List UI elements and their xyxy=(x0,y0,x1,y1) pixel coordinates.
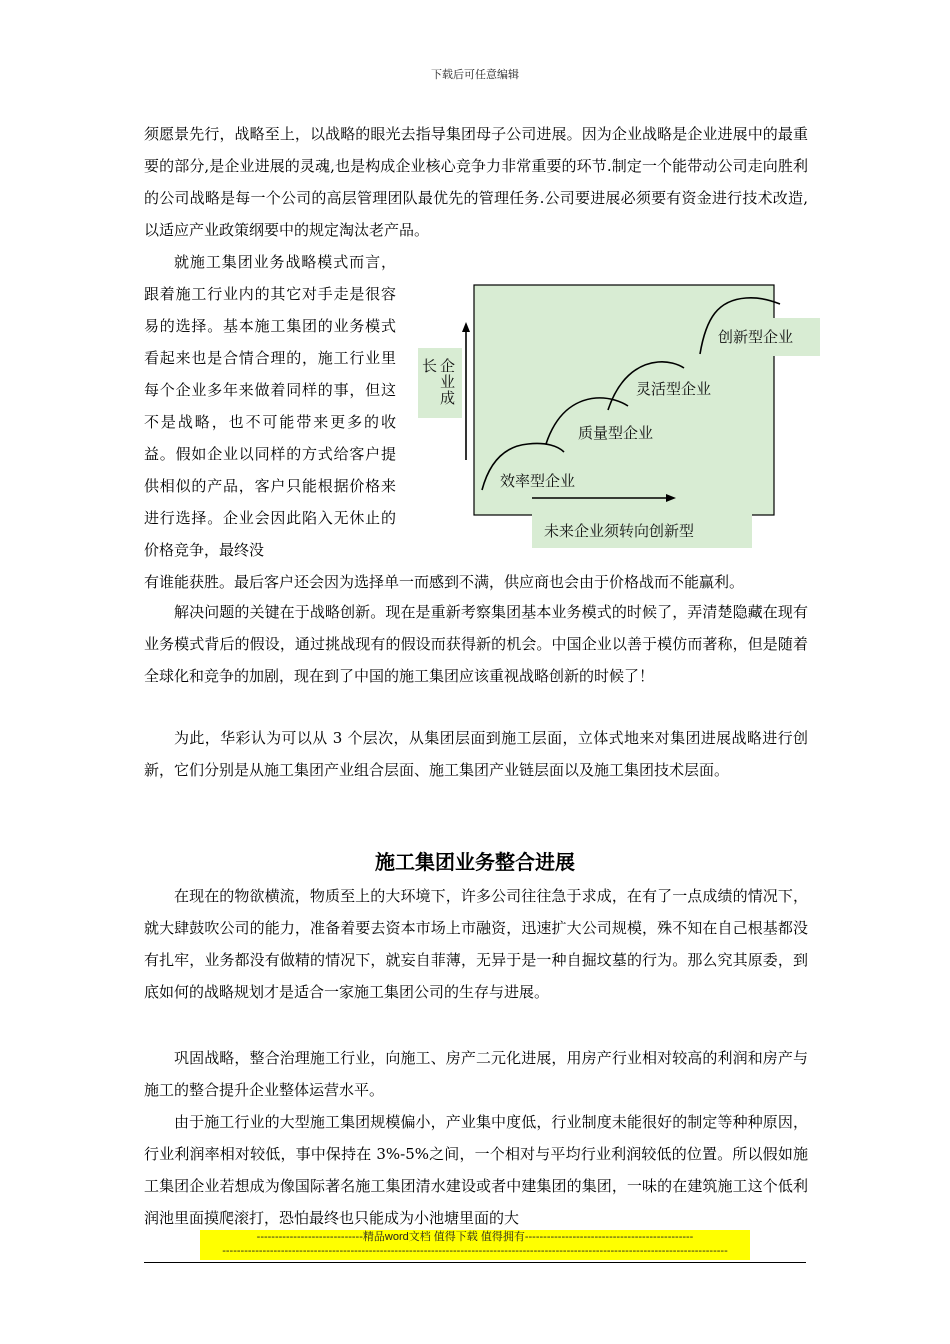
header-note: 下载后可任意编辑 xyxy=(431,68,519,81)
growth-stage-diagram xyxy=(418,284,822,550)
y-axis-label-1: 长 xyxy=(422,357,438,375)
paragraph-2-continued: 有谁能获胜。最后客户还会因为选择单一而感到不满，供应商也会由于价格战而不能赢利。 xyxy=(144,573,745,591)
section-heading: 施工集团业务整合进展 xyxy=(375,850,575,874)
stage-1-label: 效率型企业 xyxy=(500,472,576,490)
stage-2-label: 质量型企业 xyxy=(578,424,654,442)
footer-banner-line-2: ------------------------------------------------------------------------------------------------------------------------------------------ xyxy=(222,1245,728,1257)
paragraph-5: 在现在的物欲横流，物质至上的大环境下，许多公司往往急于求成，在有了一点成绩的情况下，就大肆鼓吹公司的能力，准备着要去资本市场上市融资，迅速扩大公司规模，殊不知在自己根基都没有扎牢，业务都没有做精的情况下，就妄自菲薄，无异于是一种自掘坟墓的行为。那么究其原委，到底如何的战略规划才是适合一家施工集团公司的生存与进展。 xyxy=(144,887,808,1001)
footer-banner-line-1: -----------------------------精品word文档 值得下载 值得拥有---------------------------------------------- xyxy=(256,1231,694,1243)
footer-divider xyxy=(144,1262,806,1263)
paragraph-2-narrow: 就施工集团业务战略模式而言，跟着施工行业内的其它对手走是很容易的选择。基本施工集团的业务模式看起来也是合情合理的，施工行业里每个企业多年来做着同样的事，但这不是战略，也不可能带来更多的收益。假如企业以同样的方式给客户提供相似的产品，客户只能根据价格来进行选择。企业会因此陷入无休止的价格竞争，最终没 xyxy=(144,253,396,559)
stage-3-label: 灵活型企业 xyxy=(636,380,712,398)
paragraph-7: 由于施工行业的大型施工集团规模偏小，产业集中度低，行业制度未能很好的制定等种种原因，行业利润率相对较低，事中保持在 3%-5%之间，一个相对与平均行业利润较低的位置。所以假如施工集团企业若想成为像国际著名施工集团清水建设或者中建集团的集团，一味的在建筑施工这个低利润池里面摸爬滚打，恐怕最终也只能成为小池塘里面的大 xyxy=(144,1113,808,1227)
paragraph-3: 解决问题的关键在于战略创新。现在是重新考察集团基本业务模式的时候了，弄清楚隐藏在现有业务模式背后的假设，通过挑战现有的假设而获得新的机会。中国企业以善于模仿而著称，但是随着全球化和竞争的加剧，现在到了中国的施工集团应该重视战略创新的时候了！ xyxy=(144,603,808,685)
paragraph-6: 巩固战略，整合治理施工行业，向施工、房产二元化进展，用房产行业相对较高的利润和房产与施工的整合提升企业整体运营水平。 xyxy=(144,1049,808,1099)
footer-banner xyxy=(200,1230,750,1260)
y-arrow-head xyxy=(462,322,470,332)
stage-4-label: 创新型企业 xyxy=(718,328,794,346)
paragraph-4: 为此，华彩认为可以从 3 个层次，从集团层面到施工层面，立体式地来对集团进展战略进行创新，它们分别是从施工集团产业组合层面、施工集团产业链层面以及施工集团技术层面。 xyxy=(144,729,808,779)
paragraph-1: 须愿景先行，战略至上，以战略的眼光去指导集团母子公司进展。因为企业战略是企业进展中的最重要的部分,是企业进展的灵魂,也是构成企业核心竞争力非常重要的环节.制定一个能带动公司走向胜利的公司战略是每一个公司的高层管理团队最优先的管理任务.公司要进展必须要有资金进行技术改造,以适应产业政策纲要中的规定淘汰老产品。 xyxy=(144,125,808,239)
bottom-caption: 未来企业须转向创新型 xyxy=(544,522,695,540)
growth-stage-svg xyxy=(418,284,822,550)
y-axis-label-2: 企 业 成 xyxy=(440,357,456,407)
